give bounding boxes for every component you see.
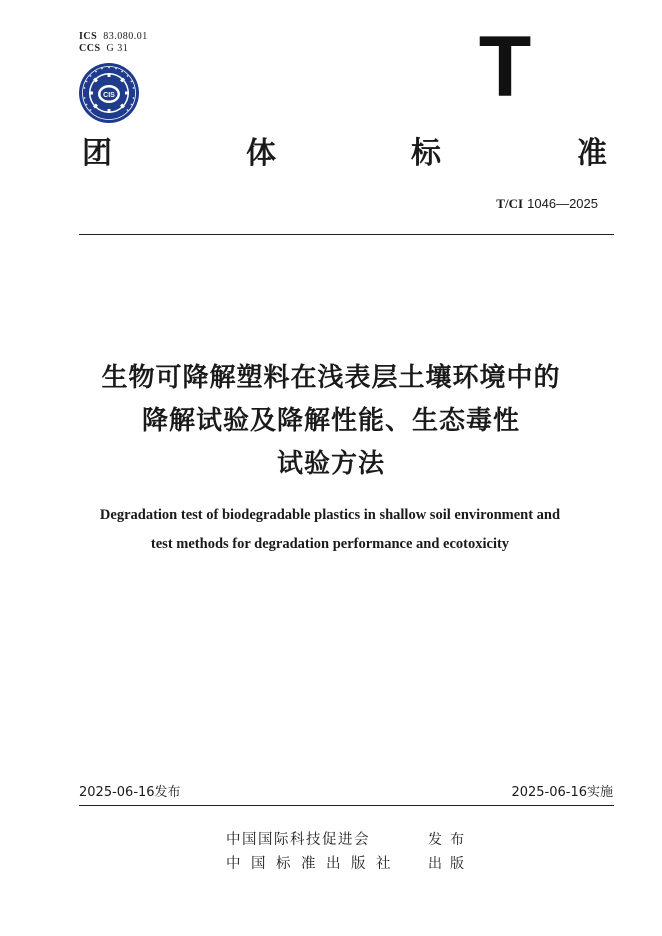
standard-number-prefix: T/CI — [496, 196, 524, 211]
footer-divider — [79, 805, 614, 806]
standard-type-letter: T — [478, 19, 532, 115]
standard-number-value: 1046—2025 — [527, 196, 598, 211]
ccs-value: G 31 — [106, 43, 129, 54]
category-char-3: 标 — [411, 136, 441, 171]
category-char-1: 团 — [82, 136, 112, 171]
publish-date: 2025-06-16发布 — [79, 785, 181, 800]
title-zh-line-1: 生物可降解塑料在浅表层土壤环境中的 — [101, 363, 561, 393]
ccs-code — [79, 43, 128, 55]
publisher-name-2: 中国标准出版社 — [226, 856, 401, 872]
organization-seal-icon — [78, 62, 140, 124]
category-char-2: 体 — [246, 136, 276, 171]
ccs-label: CCS — [79, 43, 101, 54]
publisher-role-2: 出版 — [428, 856, 472, 872]
category-char-4: 准 — [577, 136, 607, 171]
title-zh-line-3: 试验方法 — [276, 449, 385, 479]
title-en-line-2: test methods for degradation performance and ecotoxicity — [150, 536, 510, 552]
standard-number — [496, 196, 598, 212]
publisher-role-1: 发布 — [428, 832, 472, 848]
ics-label: ICS — [79, 31, 98, 42]
publisher-name-1: 中国国际科技促进会 — [226, 832, 370, 848]
ics-code — [79, 31, 148, 43]
ics-value: 83.080.01 — [103, 31, 148, 42]
title-en-line-1: Degradation test of biodegradable plastics in shallow soil environment and — [99, 507, 561, 523]
svg-text:CIS: CIS — [103, 92, 115, 99]
header-divider — [79, 234, 614, 235]
title-zh-line-2: 降解试验及降解性能、生态毒性 — [141, 406, 520, 436]
implement-date: 2025-06-16实施 — [511, 785, 613, 800]
